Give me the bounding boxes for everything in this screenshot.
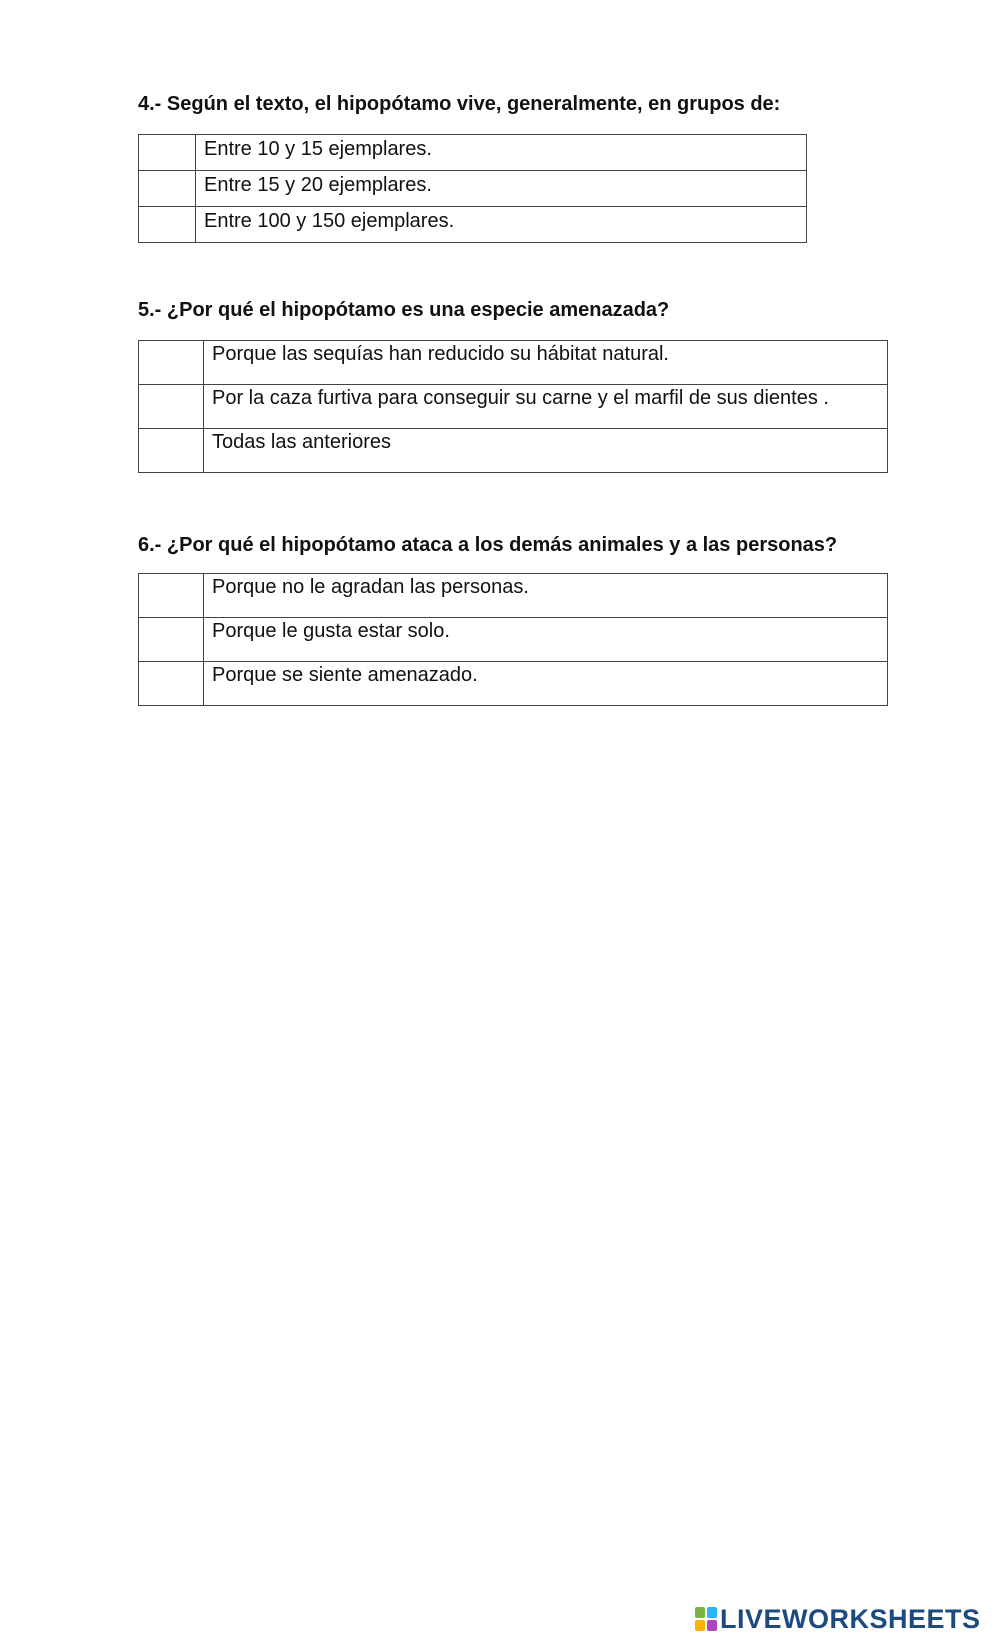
option-text: Porque no le agradan las personas.: [204, 574, 888, 618]
answer-box[interactable]: [139, 429, 204, 473]
option-text: Entre 10 y 15 ejemplares.: [196, 135, 807, 171]
answer-box[interactable]: [139, 207, 196, 243]
question-6-options: [138, 573, 888, 706]
liveworksheets-logo-icon: [695, 1607, 717, 1631]
option-row: [139, 341, 888, 385]
answer-box[interactable]: [139, 662, 204, 706]
answer-box[interactable]: [139, 385, 204, 429]
question-4-options: [138, 134, 807, 243]
option-text: Entre 100 y 150 ejemplares.: [196, 207, 807, 243]
option-text: Todas las anteriores: [204, 429, 888, 473]
option-text: Entre 15 y 20 ejemplares.: [196, 171, 807, 207]
option-text: Porque se siente amenazado.: [204, 662, 888, 706]
option-text: Por la caza furtiva para conseguir su carne y el marfil de sus dientes .: [204, 385, 888, 429]
option-text: Porque le gusta estar solo.: [204, 618, 888, 662]
option-row: [139, 429, 888, 473]
answer-box[interactable]: [139, 574, 204, 618]
option-row: [139, 385, 888, 429]
answer-box[interactable]: [139, 341, 204, 385]
question-5-options: [138, 340, 888, 473]
logo-text: LIVEWORKSHEETS: [720, 1603, 981, 1634]
option-row: [139, 618, 888, 662]
answer-box[interactable]: [139, 618, 204, 662]
answer-box[interactable]: [139, 135, 196, 171]
question-6-title: 6.- ¿Por qué el hipopótamo ataca a los demás animales y a las personas?: [138, 534, 838, 556]
option-row: [139, 574, 888, 618]
option-row: [139, 135, 807, 171]
option-row: [139, 207, 807, 243]
question-5-title: 5.- ¿Por qué el hipopótamo es una especie amenazada?: [138, 299, 670, 321]
option-row: [139, 171, 807, 207]
question-4-title: 4.- Según el texto, el hipopótamo vive, generalmente, en grupos de:: [138, 93, 781, 115]
answer-box[interactable]: [139, 171, 196, 207]
option-text: Porque las sequías han reducido su hábitat natural.: [204, 341, 888, 385]
option-row: [139, 662, 888, 706]
liveworksheets-logo: [695, 1604, 981, 1634]
